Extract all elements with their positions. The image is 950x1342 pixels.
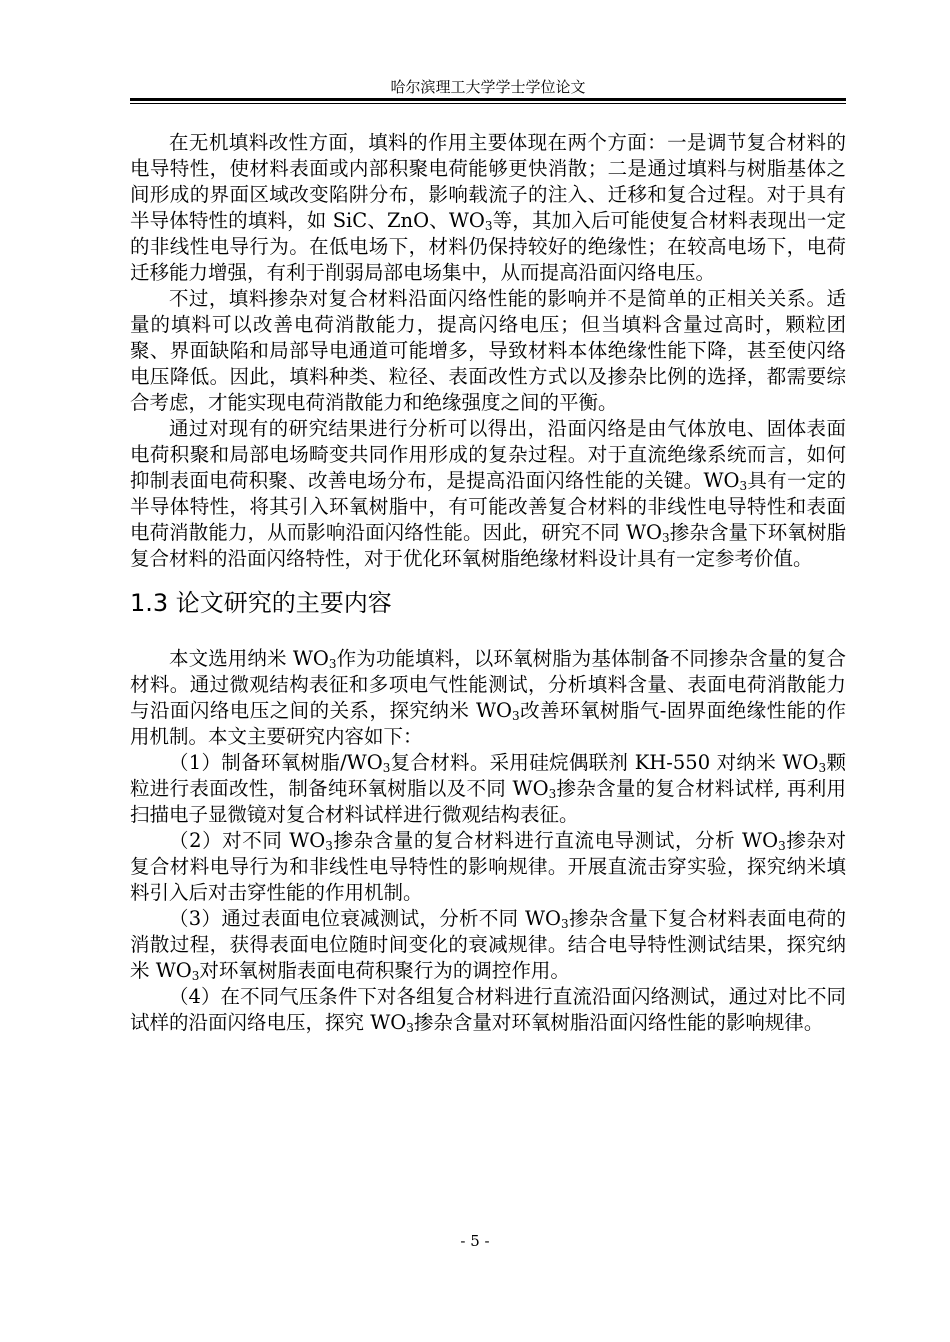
list-item-3: （3）通过表面电位衰减测试，分析不同 $WO_3$掺杂含量下复合材料表面电荷的消散过程，获得表面电位随时间变化的衰减规律。结合电导特性测试结果，探究纳米 $WO_3$对环氧树脂表面电荷积聚行为的调控作用。 (130, 907, 846, 983)
header-rule-thick (130, 98, 846, 101)
paragraph-filler-modification: 在无机填料改性方面，填料的作用主要体现在两个方面：一是调节复合材料的电导特性，使材料表面或内部积聚电荷能够更快消散；二是通过填料与树脂基体之间形成的界面区域改变陷阱分布，影响载流子的注入、迁移和复合过程。对于具有半导体特性的填料，如 SiC、ZnO、$WO_3$等，其加入后可能使复合材料表现出一定的非线性电导行为。在低电场下，材料仍保持较好的绝缘性；在较高电场下，电荷迁移能力增强，有利于削弱局部电场集中，从而提高沿面闪络电压。 (130, 131, 846, 284)
paragraph-filler-balance: 不过，填料掺杂对复合材料沿面闪络性能的影响并不是简单的正相关关系。适量的填料可以改善电荷消散能力，提高闪络电压；但当填料含量过高时，颗粒团聚、界面缺陷和局部导电通道可能增多，导致材料本体绝缘性能下降，甚至使闪络电压降低。因此，填料种类、粒径、表面改性方式以及掺杂比例的选择，都需要综合考虑，才能实现电荷消散能力和绝缘强度之间的平衡。 (130, 287, 846, 414)
list-item-1: （1）制备环氧树脂$/WO_3$复合材料。采用硅烷偶联剂 KH-550 对纳米 $WO_3$颗粒进行表面改性，制备纯环氧树脂以及不同 $WO_3$掺杂含量的复合材料试样, 再利用扫描电子显微镜对复合材料试样进行微观结构表征。 (130, 751, 846, 826)
section-heading: 1.3 论文研究的主要内容 (130, 589, 392, 617)
header-rule-thin (130, 103, 846, 104)
page-number: - 5 - (460, 1232, 490, 1250)
paragraph-research-summary: 通过对现有的研究结果进行分析可以得出，沿面闪络是由气体放电、固体表面电荷积聚和局部电场畸变共同作用形成的复杂过程。对于直流绝缘系统而言，如何抑制表面电荷积聚、改善电场分布，是提高沿面闪络性能的关键。$WO_3$具有一定的半导体特性，将其引入环氧树脂中，有可能改善复合材料的非线性电导特性和表面电荷消散能力，从而影响沿面闪络性能。因此，研究不同 $WO_3$掺杂含量下环氧树脂复合材料的沿面闪络特性，对于优化环氧树脂绝缘材料设计具有一定参考价值。 (130, 417, 846, 570)
list-item-2: （2）对不同 $WO_3$掺杂含量的复合材料进行直流电导测试，分析 $WO_3$掺杂对复合材料电导行为和非线性电导特性的影响规律。开展直流击穿实验，探究纳米填料引入后对击穿性能的作用机制。 (130, 829, 846, 904)
list-item-4: （4）在不同气压条件下对各组复合材料进行直流沿面闪络测试，通过对比不同试样的沿面闪络电压，探究 $WO_3$掺杂含量对环氧树脂沿面闪络性能的影响规律。 (130, 985, 846, 1035)
paragraph-intro: 本文选用纳米 $WO_3$作为功能填料，以环氧树脂为基体制备不同掺杂含量的复合材料。通过微观结构表征和多项电气性能测试，分析填料含量、表面电荷消散能力与沿面闪络电压之间的关系，探究纳米 $WO_3$改善环氧树脂气-固界面绝缘性能的作用机制。本文主要研究内容如下： (130, 647, 847, 748)
page-body (130, 130, 846, 1036)
running-header: 哈尔滨理工大学学士学位论文 (390, 78, 586, 96)
